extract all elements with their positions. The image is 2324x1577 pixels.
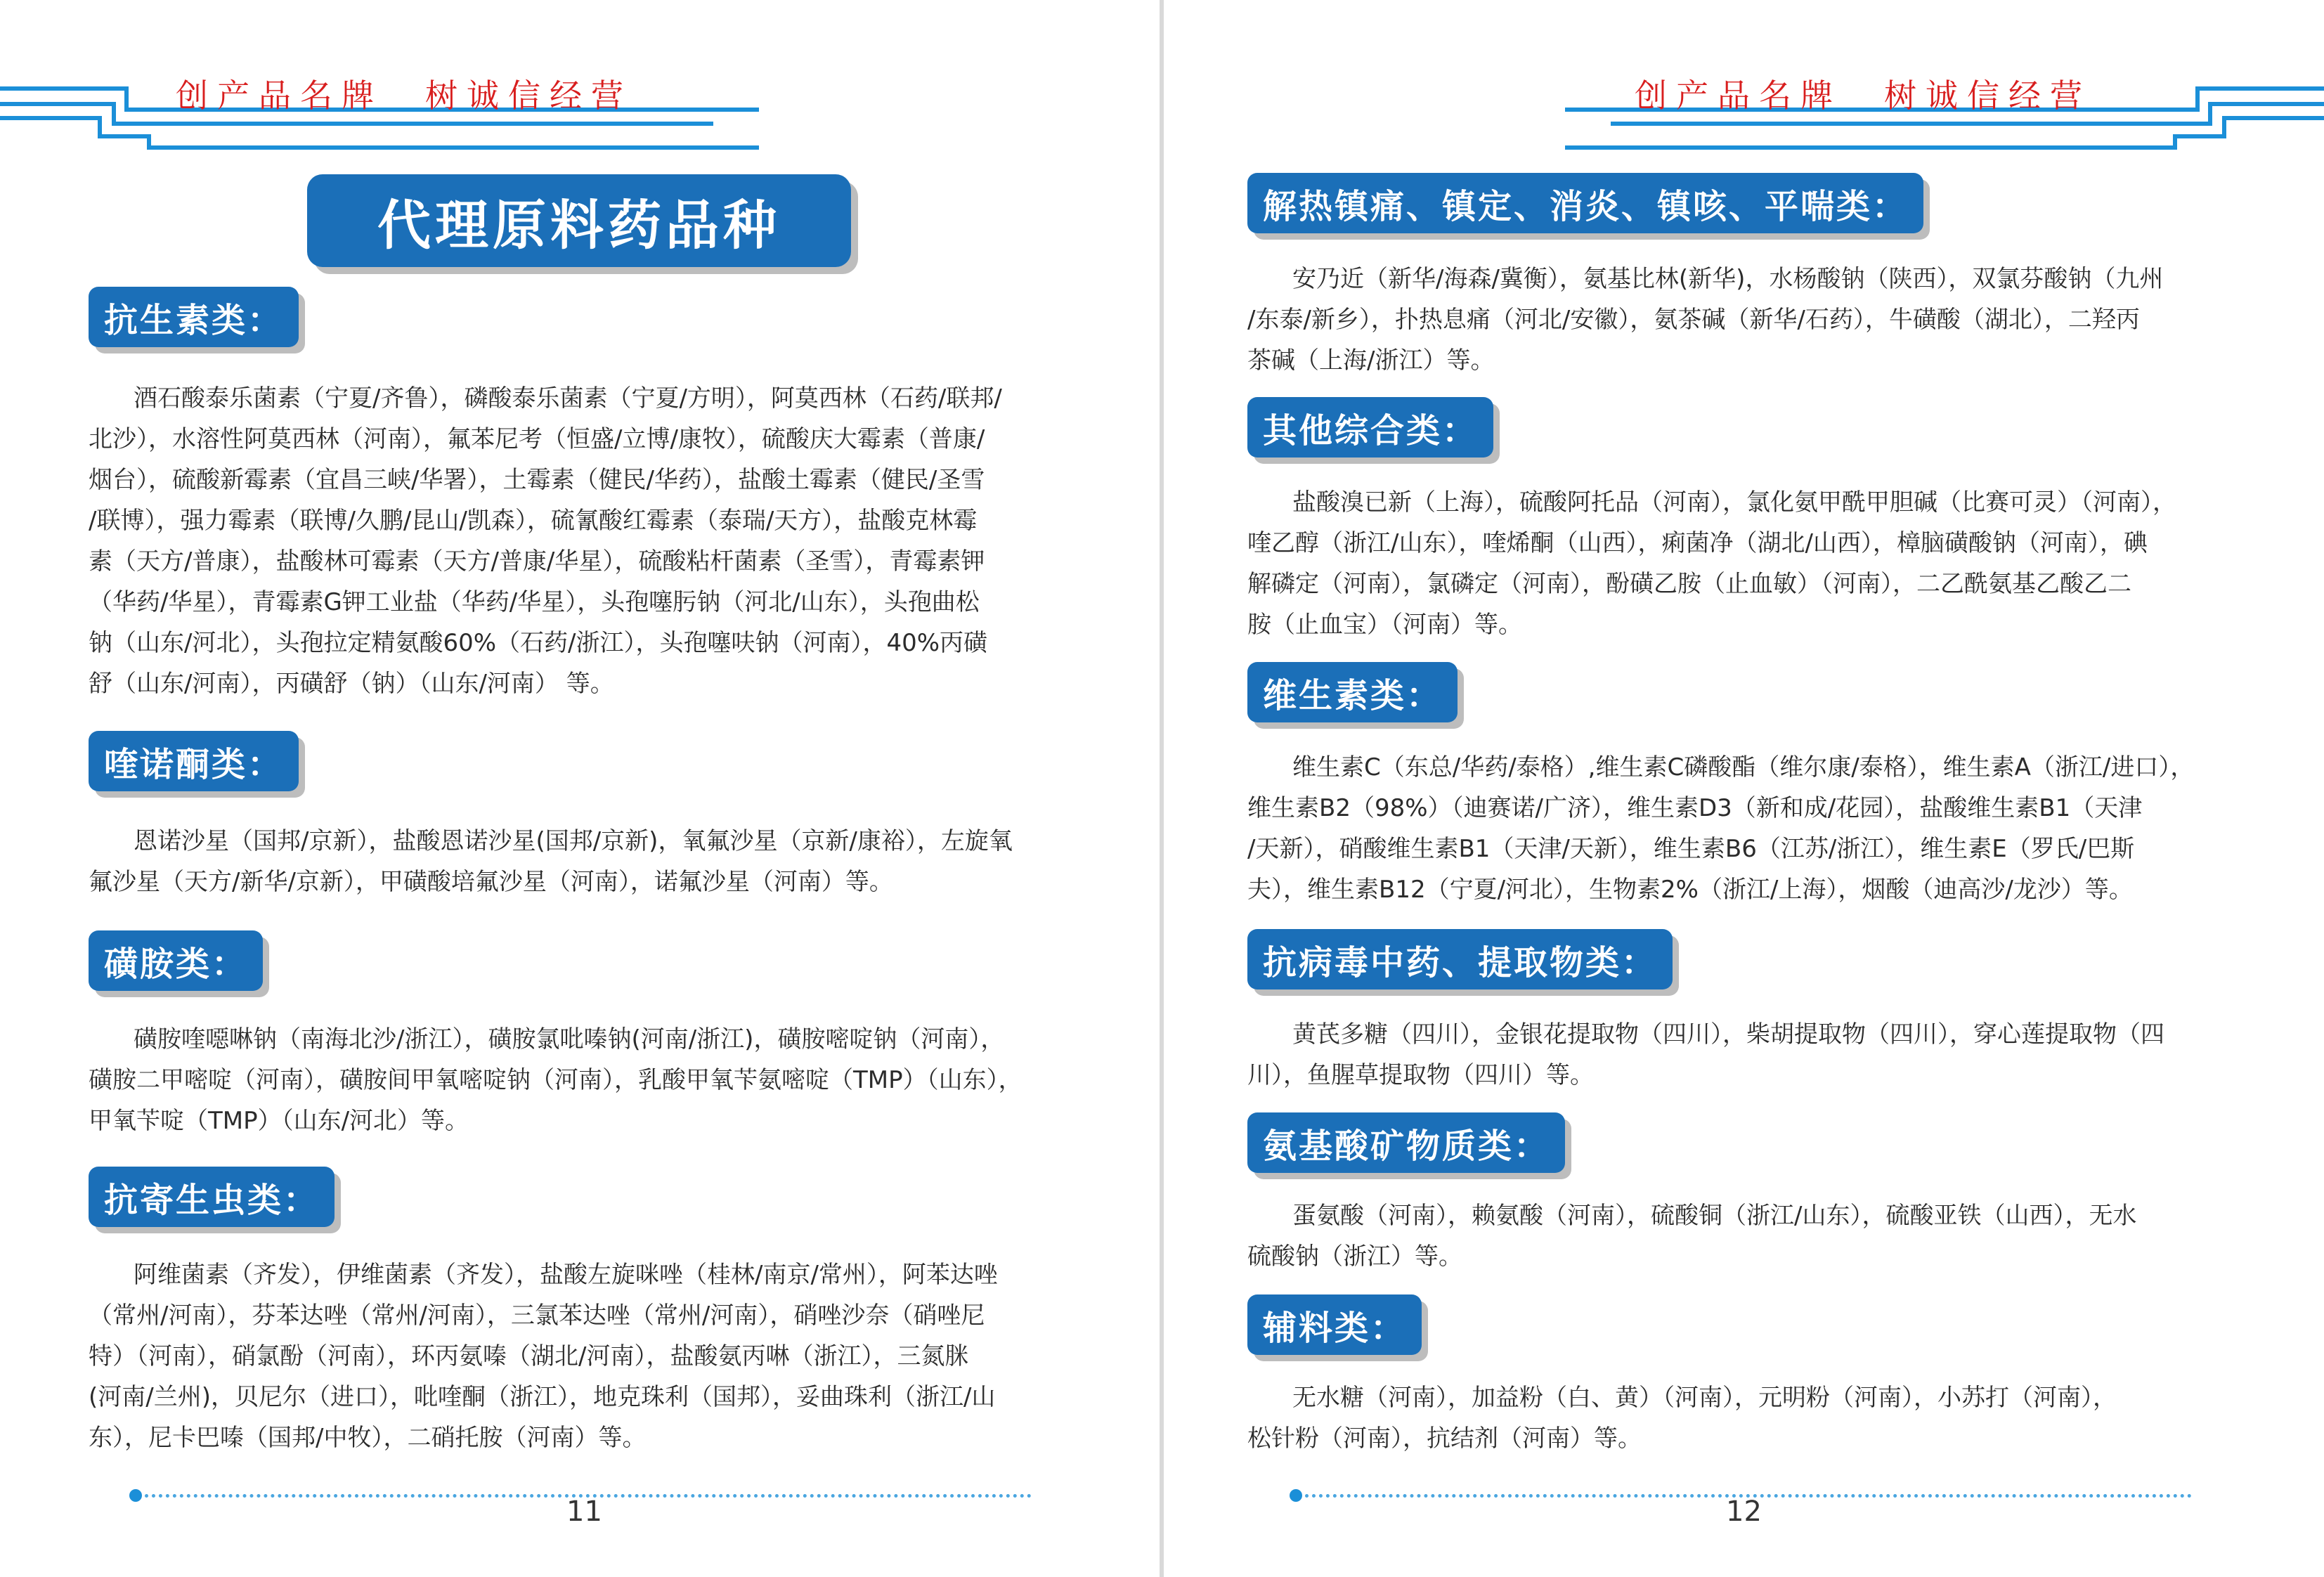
text-line: /天新），硝酸维生素B1（天津/天新），维生素B6（江苏/浙江），维生素E（罗氏/巴斯 <box>1247 835 2135 863</box>
section-title: 其他综合类： <box>1247 397 1493 457</box>
text-line: （常州/河南），芬苯达唑（常州/河南），三氯苯达唑（常州/河南），硝唑沙奈（硝唑尼 <box>89 1302 985 1330</box>
text-line: 盐酸溴已新（上海），硫酸阿托品（河南），氯化氨甲酰甲胆碱（比赛可灵）（河南）， <box>1292 488 2176 517</box>
footer-dot <box>129 1489 142 1502</box>
text-line: 素（天方/普康），盐酸林可霉素（天方/普康/华星），硫酸粘杆菌素（圣雪），青霉素钾 <box>89 547 985 576</box>
section-body <box>1247 482 2176 645</box>
text-line: 北沙），水溶性阿莫西林（河南），氟苯尼考（恒盛/立博/康牧），硫酸庆大霉素（普康/ <box>89 425 985 453</box>
text-line: 酒石酸泰乐菌素（宁夏/齐鲁），磷酸泰乐菌素（宁夏/方明），阿莫西林（石药/联邦/ <box>134 384 1002 413</box>
text-line: 川），鱼腥草提取物（四川）等。 <box>1247 1061 1594 1089</box>
text-line: 解磷定（河南），氯磷定（河南），酚磺乙胺（止血敏）（河南），二乙酰氨基乙酸乙二 <box>1247 570 2131 598</box>
footer-dot <box>1290 1489 1302 1502</box>
section-title: 喹诺酮类： <box>89 731 299 791</box>
section-body <box>1247 747 2194 910</box>
section-body <box>89 378 1002 704</box>
text-line: 磺胺喹噁啉钠（南海北沙/浙江），磺胺氯吡嗪钠(河南/浙江)，磺胺嘧啶钠（河南）， <box>134 1025 1005 1053</box>
text-line: 钠（山东/河北），头孢拉定精氨酸60%（石药/浙江），头孢噻呋钠（河南），40%丙磺 <box>89 629 988 657</box>
section-body <box>89 1254 998 1458</box>
section-title: 磺胺类： <box>89 930 263 991</box>
text-line: 特）（河南），硝氯酚（河南），环丙氨嗪（湖北/河南），盐酸氨丙啉（浙江），三氮脒 <box>89 1342 969 1370</box>
page-title: 代理原料药品种 <box>377 193 781 257</box>
text-line: 茶碱（上海/浙江）等。 <box>1247 346 1495 375</box>
slogan-integrity: 树诚信经营 <box>1884 77 2091 115</box>
section-body <box>1247 259 2163 381</box>
right-page <box>1164 0 2324 1577</box>
section-title: 维生素类： <box>1247 662 1458 722</box>
text-line: /联博），强力霉素（联博/久鹏/昆山/凯森），硫氰酸红霉素（泰瑞/天方），盐酸克林霉 <box>89 507 978 535</box>
text-line: 无水糖（河南），加益粉（白、黄）（河南），元明粉（河南），小苏打（河南）， <box>1292 1384 2117 1412</box>
section-body <box>1247 1377 2117 1459</box>
text-line: 蛋氨酸（河南），赖氨酸（河南），硫酸铜（浙江/山东），硫酸亚铁（山西），无水 <box>1292 1202 2137 1230</box>
header-slogan <box>176 70 632 117</box>
page-number: 11 <box>566 1495 602 1528</box>
section-body <box>1247 1014 2164 1096</box>
header-slogan <box>1635 70 2091 117</box>
text-line: 硫酸钠（浙江）等。 <box>1247 1242 1462 1271</box>
section-title: 氨基酸矿物质类： <box>1247 1112 1565 1173</box>
text-line: 松针粉（河南），抗结剂（河南）等。 <box>1247 1425 1642 1453</box>
page-title-banner <box>307 174 851 267</box>
page-number: 12 <box>1726 1495 1762 1528</box>
text-line: 黄芪多糖（四川），金银花提取物（四川），柴胡提取物（四川），穿心莲提取物（四 <box>1292 1020 2164 1049</box>
text-line: 阿维菌素（齐发），伊维菌素（齐发），盐酸左旋咪唑（桂林/南京/常州），阿苯达唑 <box>134 1261 998 1289</box>
section-title: 抗病毒中药、提取物类： <box>1247 929 1673 989</box>
text-line: （华药/华星），青霉素G钾工业盐（华药/华星），头孢噻肟钠（河北/山东），头孢曲松 <box>89 588 980 616</box>
text-line: 舒（山东/河南），丙磺舒（钠）（山东/河南） 等。 <box>89 670 614 698</box>
section-body <box>1247 1195 2136 1277</box>
text-line: 东），尼卡巴嗪（国邦/中牧），二硝托胺（河南）等。 <box>89 1424 647 1452</box>
text-line: 氟沙星（天方/新华/京新），甲磺酸培氟沙星（河南），诺氟沙星（河南）等。 <box>89 868 893 896</box>
text-line: 甲氧苄啶（TMP）（山东/河北）等。 <box>89 1107 469 1135</box>
section-body <box>89 1019 1023 1141</box>
text-line: (河南/兰州)，贝尼尔（进口），吡喹酮（浙江），地克珠利（国邦），妥曲珠利（浙江/山 <box>89 1383 996 1411</box>
slogan-brand: 创产品名牌 <box>176 77 383 115</box>
text-line: 夫），维生素B12（宁夏/河北），生物素2%（浙江/上海），烟酸（迪高沙/龙沙）等。 <box>1247 876 2133 904</box>
text-line: 安乃近（新华/海森/冀衡），氨基比林(新华)，水杨酸钠（陕西），双氯芬酸钠（九州 <box>1292 265 2164 293</box>
section-title: 抗生素类： <box>89 287 299 347</box>
section-title: 辅料类： <box>1247 1294 1422 1355</box>
slogan-integrity: 树诚信经营 <box>425 77 632 115</box>
left-page <box>0 0 1160 1577</box>
text-line: 恩诺沙星（国邦/京新），盐酸恩诺沙星(国邦/京新)，氧氟沙星（京新/康裕），左旋氧 <box>134 827 1013 855</box>
text-line: 喹乙醇（浙江/山东），喹烯酮（山西），痢菌净（湖北/山西），樟脑磺酸钠（河南），碘 <box>1247 529 2148 557</box>
text-line: 磺胺二甲嘧啶（河南），磺胺间甲氧嘧啶钠（河南），乳酸甲氧苄氨嘧啶（TMP）（山东）， <box>89 1066 1023 1094</box>
text-line: 胺（止血宝）（河南）等。 <box>1247 611 1522 639</box>
text-line: 烟台），硫酸新霉素（宜昌三峡/华署），土霉素（健民/华药），盐酸土霉素（健民/圣雪 <box>89 466 985 494</box>
text-line: 维生素B2（98%）（迪赛诺/广济），维生素D3（新和成/花园），盐酸维生素B1（天津 <box>1247 794 2143 822</box>
section-title: 抗寄生虫类： <box>89 1167 335 1227</box>
slogan-brand: 创产品名牌 <box>1635 77 1842 115</box>
section-title: 解热镇痛、镇定、消炎、镇咳、平喘类： <box>1247 173 1923 233</box>
section-body <box>89 821 1013 902</box>
text-line: /东泰/新乡），扑热息痛（河北/安徽），氨茶碱（新华/石药），牛磺酸（湖北），二羟丙 <box>1247 306 2140 334</box>
text-line: 维生素C（东总/华药/泰格）,维生素C磷酸酯（维尔康/泰格），维生素A（浙江/进口）， <box>1292 753 2195 781</box>
